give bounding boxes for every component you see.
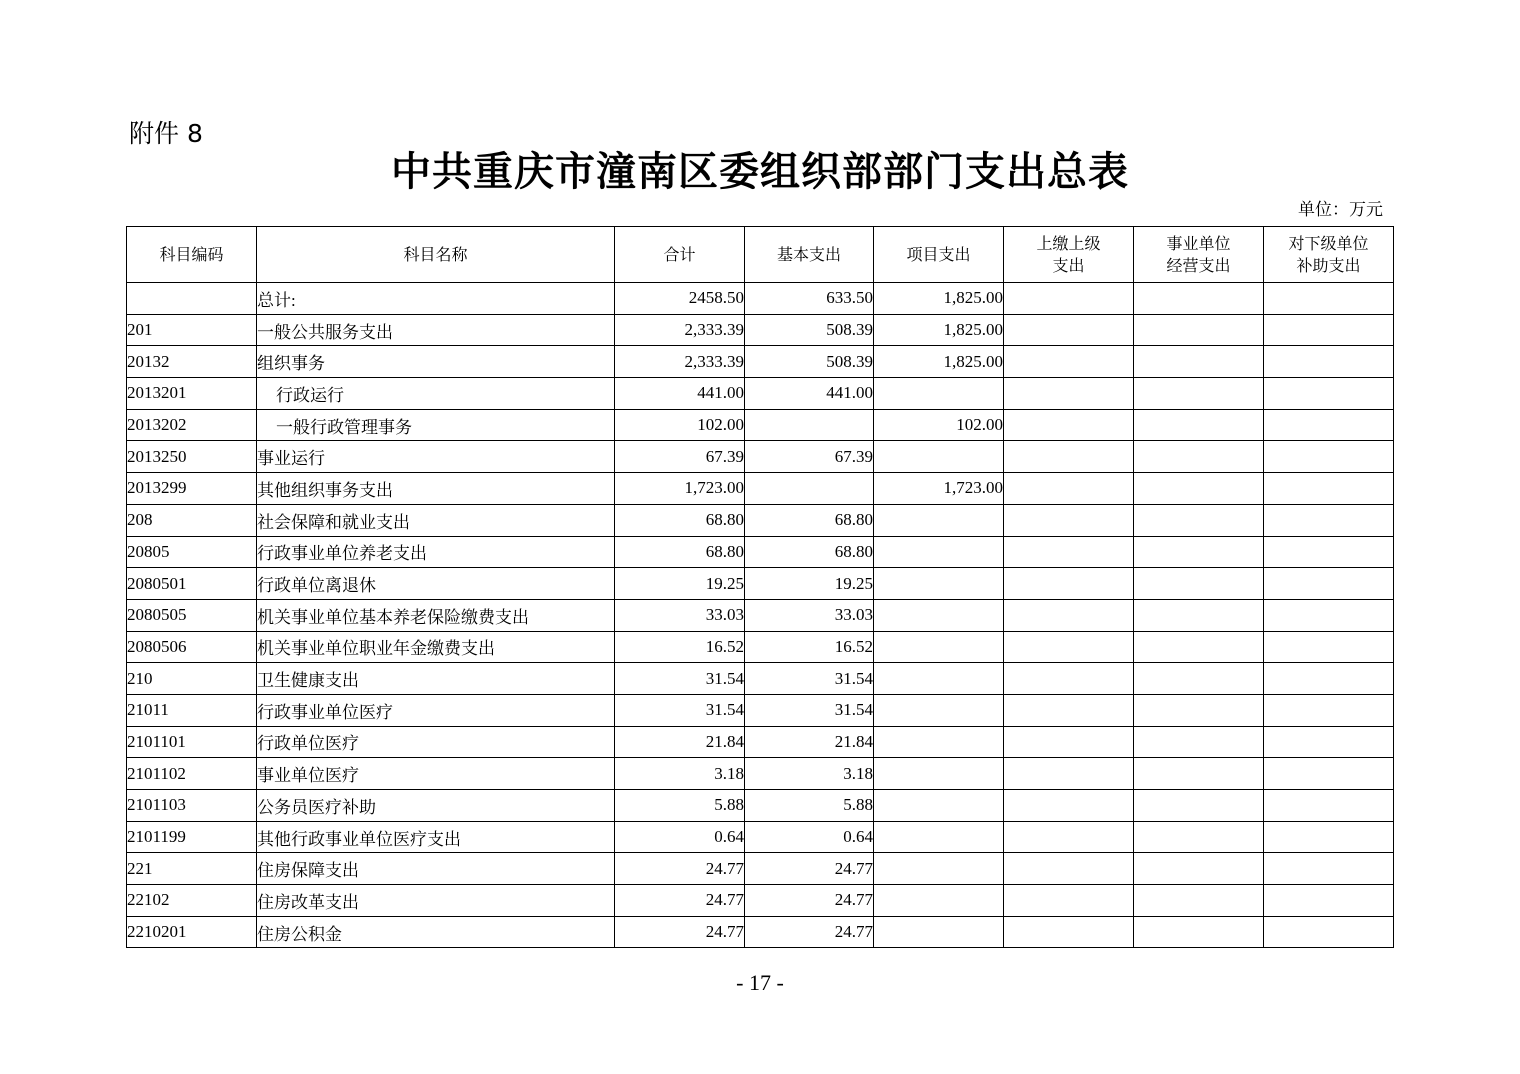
table-row [127,599,1394,631]
cell-business [1134,853,1264,885]
cell-upper [1004,568,1134,600]
cell-business [1134,283,1264,315]
cell-total: 33.03 [615,599,745,631]
cell-total: 68.80 [615,504,745,536]
cell-subsidy [1264,346,1394,378]
cell-upper [1004,599,1134,631]
cell-code: 2210201 [127,916,257,948]
table-row [127,536,1394,568]
header-business [1134,227,1264,283]
cell-business [1134,409,1264,441]
header-name: 科目名称 [257,227,615,283]
cell-upper [1004,346,1134,378]
header-upper-line1: 上缴上级 [1036,233,1101,253]
cell-subsidy [1264,536,1394,568]
cell-basic: 0.64 [745,821,874,853]
cell-code: 22102 [127,885,257,917]
cell-total: 24.77 [615,916,745,948]
cell-code: 2013250 [127,441,257,473]
unit-label: 单位：万元 [1298,200,1383,220]
cell-basic [745,473,874,505]
table-row [127,916,1394,948]
cell-upper [1004,504,1134,536]
cell-total: 19.25 [615,568,745,600]
cell-total: 16.52 [615,631,745,663]
cell-code: 20805 [127,536,257,568]
cell-subsidy [1264,314,1394,346]
cell-code: 2101199 [127,821,257,853]
cell-project [874,790,1004,822]
cell-business [1134,314,1264,346]
cell-code: 21011 [127,694,257,726]
table-row [127,346,1394,378]
cell-total: 2458.50 [615,283,745,315]
cell-business [1134,599,1264,631]
cell-total: 24.77 [615,885,745,917]
cell-code: 20132 [127,346,257,378]
table-row [127,821,1394,853]
header-code: 科目编码 [127,227,257,283]
cell-project [874,853,1004,885]
cell-upper [1004,409,1134,441]
cell-name: 其他行政事业单位医疗支出 [257,821,615,853]
table-row [127,790,1394,822]
cell-upper [1004,663,1134,695]
cell-total: 2,333.39 [615,314,745,346]
cell-upper [1004,726,1134,758]
header-total: 合计 [615,227,745,283]
cell-total: 21.84 [615,726,745,758]
cell-project [874,631,1004,663]
cell-code: 2080505 [127,599,257,631]
cell-upper [1004,853,1134,885]
cell-business [1134,568,1264,600]
cell-code: 201 [127,314,257,346]
cell-total: 1,723.00 [615,473,745,505]
cell-upper [1004,378,1134,410]
header-business-line2: 经营支出 [1166,255,1231,275]
cell-upper [1004,885,1134,917]
cell-subsidy [1264,790,1394,822]
cell-business [1134,346,1264,378]
cell-code: 208 [127,504,257,536]
cell-business [1134,916,1264,948]
cell-subsidy [1264,283,1394,315]
cell-basic: 68.80 [745,504,874,536]
cell-basic: 68.80 [745,536,874,568]
table-row [127,885,1394,917]
table-row [127,853,1394,885]
cell-basic: 31.54 [745,694,874,726]
table-row [127,758,1394,790]
cell-name: 机关事业单位基本养老保险缴费支出 [257,599,615,631]
cell-business [1134,378,1264,410]
cell-code: 221 [127,853,257,885]
cell-basic [745,409,874,441]
cell-name: 行政单位医疗 [257,726,615,758]
cell-code: 2101103 [127,790,257,822]
cell-total: 441.00 [615,378,745,410]
cell-basic: 33.03 [745,599,874,631]
cell-name: 行政事业单位养老支出 [257,536,615,568]
table-row [127,283,1394,315]
cell-subsidy [1264,916,1394,948]
table-row [127,631,1394,663]
cell-business [1134,758,1264,790]
cell-subsidy [1264,441,1394,473]
cell-upper [1004,631,1134,663]
cell-code: 2013201 [127,378,257,410]
header-basic: 基本支出 [745,227,874,283]
cell-project: 1,825.00 [874,314,1004,346]
cell-name: 组织事务 [257,346,615,378]
cell-business [1134,473,1264,505]
table-body [127,283,1394,948]
cell-upper [1004,314,1134,346]
cell-project [874,441,1004,473]
cell-subsidy [1264,663,1394,695]
cell-subsidy [1264,599,1394,631]
cell-upper [1004,441,1134,473]
cell-name: 住房改革支出 [257,885,615,917]
cell-subsidy [1264,409,1394,441]
cell-subsidy [1264,885,1394,917]
cell-basic: 508.39 [745,314,874,346]
cell-business [1134,631,1264,663]
cell-project [874,536,1004,568]
cell-subsidy [1264,758,1394,790]
page-title: 中共重庆市潼南区委组织部部门支出总表 [391,148,1129,195]
cell-total: 68.80 [615,536,745,568]
cell-upper [1004,536,1134,568]
cell-project: 1,723.00 [874,473,1004,505]
cell-business [1134,536,1264,568]
expense-table [126,226,1394,948]
cell-name: 住房公积金 [257,916,615,948]
cell-project: 102.00 [874,409,1004,441]
cell-name: 行政运行 [257,378,615,410]
page-number: - 17 - [736,970,784,995]
cell-basic: 19.25 [745,568,874,600]
cell-basic: 633.50 [745,283,874,315]
cell-code: 2080506 [127,631,257,663]
cell-name: 社会保障和就业支出 [257,504,615,536]
table-row [127,694,1394,726]
cell-code: 210 [127,663,257,695]
cell-business [1134,726,1264,758]
cell-total: 5.88 [615,790,745,822]
cell-total: 31.54 [615,694,745,726]
header-project: 项目支出 [874,227,1004,283]
cell-upper [1004,916,1134,948]
cell-name: 其他组织事务支出 [257,473,615,505]
cell-subsidy [1264,694,1394,726]
cell-upper [1004,758,1134,790]
cell-code: 2013299 [127,473,257,505]
cell-code: 2101101 [127,726,257,758]
cell-subsidy [1264,473,1394,505]
table-row [127,441,1394,473]
table-row [127,314,1394,346]
cell-name: 住房保障支出 [257,853,615,885]
cell-project [874,916,1004,948]
cell-basic: 508.39 [745,346,874,378]
cell-project [874,378,1004,410]
cell-total: 3.18 [615,758,745,790]
cell-basic: 3.18 [745,758,874,790]
cell-total: 2,333.39 [615,346,745,378]
header-subsidy-line1: 对下级单位 [1288,233,1369,253]
cell-business [1134,441,1264,473]
header-upper-line2: 支出 [1052,255,1085,275]
cell-subsidy [1264,378,1394,410]
cell-total: 0.64 [615,821,745,853]
cell-basic: 24.77 [745,853,874,885]
cell-name: 行政事业单位医疗 [257,694,615,726]
cell-name: 事业单位医疗 [257,758,615,790]
cell-total: 102.00 [615,409,745,441]
table-row [127,663,1394,695]
cell-subsidy [1264,821,1394,853]
cell-project [874,821,1004,853]
cell-basic: 5.88 [745,790,874,822]
table-header-row [127,227,1394,283]
cell-subsidy [1264,631,1394,663]
cell-project [874,726,1004,758]
header-subsidy-line2: 补助支出 [1296,255,1361,275]
cell-business [1134,885,1264,917]
cell-upper [1004,790,1134,822]
attachment-label: 附件 8 [129,119,203,148]
cell-name: 一般公共服务支出 [257,314,615,346]
cell-name: 事业运行 [257,441,615,473]
cell-basic: 24.77 [745,885,874,917]
cell-basic: 31.54 [745,663,874,695]
cell-name: 卫生健康支出 [257,663,615,695]
cell-business [1134,663,1264,695]
table-row [127,473,1394,505]
cell-upper [1004,473,1134,505]
cell-basic: 67.39 [745,441,874,473]
cell-project [874,663,1004,695]
cell-upper [1004,694,1134,726]
cell-subsidy [1264,568,1394,600]
table-row [127,409,1394,441]
cell-subsidy [1264,726,1394,758]
cell-project [874,568,1004,600]
cell-code: 2080501 [127,568,257,600]
cell-total: 31.54 [615,663,745,695]
table-row [127,378,1394,410]
cell-project: 1,825.00 [874,283,1004,315]
cell-business [1134,790,1264,822]
cell-code [127,283,257,315]
cell-total: 67.39 [615,441,745,473]
cell-business [1134,821,1264,853]
table-row [127,568,1394,600]
cell-project [874,504,1004,536]
cell-basic: 441.00 [745,378,874,410]
cell-upper [1004,283,1134,315]
table-row [127,504,1394,536]
cell-name: 行政单位离退休 [257,568,615,600]
cell-subsidy [1264,504,1394,536]
cell-name: 总计: [257,283,615,315]
cell-code: 2101102 [127,758,257,790]
cell-name: 机关事业单位职业年金缴费支出 [257,631,615,663]
cell-project [874,758,1004,790]
header-subsidy [1264,227,1394,283]
cell-project: 1,825.00 [874,346,1004,378]
header-upper [1004,227,1134,283]
cell-name: 一般行政管理事务 [257,409,615,441]
cell-basic: 21.84 [745,726,874,758]
header-business-line1: 事业单位 [1166,233,1231,253]
table-row [127,726,1394,758]
cell-upper [1004,821,1134,853]
cell-name: 公务员医疗补助 [257,790,615,822]
cell-basic: 16.52 [745,631,874,663]
cell-subsidy [1264,853,1394,885]
cell-code: 2013202 [127,409,257,441]
cell-business [1134,504,1264,536]
cell-business [1134,694,1264,726]
cell-project [874,885,1004,917]
cell-project [874,599,1004,631]
cell-basic: 24.77 [745,916,874,948]
cell-total: 24.77 [615,853,745,885]
cell-project [874,694,1004,726]
